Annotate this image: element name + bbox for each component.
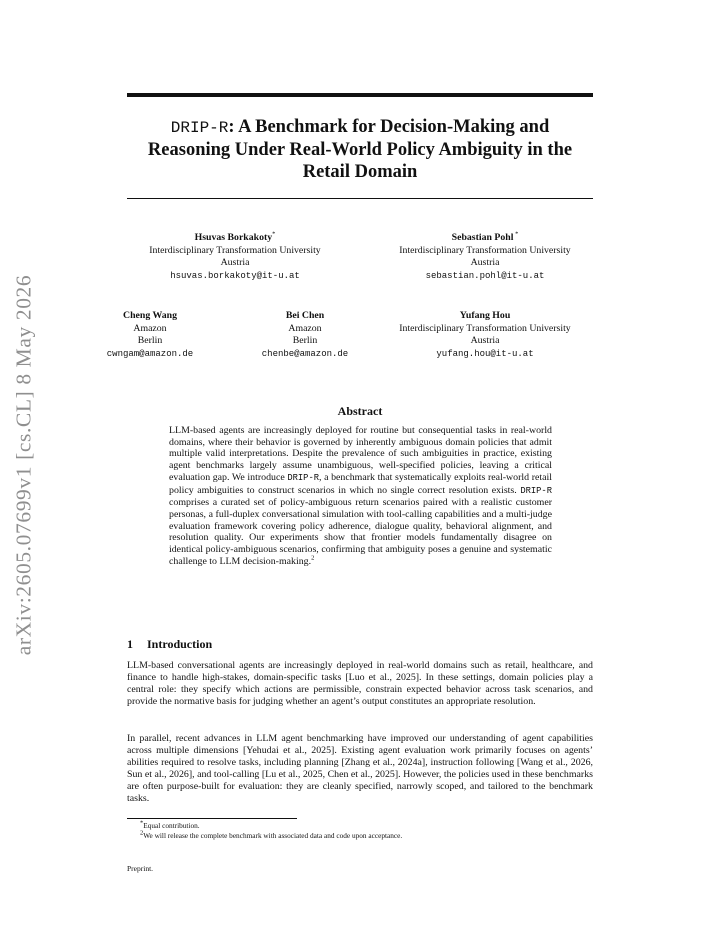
author-location: Austria xyxy=(470,335,500,347)
author-email[interactable]: cwngam@amazon.de xyxy=(106,348,194,359)
footnote-text: We will release the complete benchmark with associated data and code upon acceptance. xyxy=(143,831,403,840)
author-name: Yufang Hou xyxy=(459,310,511,321)
title-line-1: : A Benchmark for Decision-Making and xyxy=(228,117,550,137)
author-affiliation: Amazon xyxy=(133,322,167,334)
title-line-3: Retail Domain xyxy=(302,162,418,182)
abstract-heading: Abstract xyxy=(337,404,383,418)
author-email[interactable]: sebastian.pohl@it-u.at xyxy=(425,270,545,281)
abstract-text: LLM-based agents are increasingly deployed for routine but consequential tasks in real-world domains, where their behavior is governed by inherently ambiguous domain policies that admit multiple valid interpretations. Despite the prevalence of such ambiguities in practice, existing agent benchmarks largely assume unambiguous, well-specified policies, leaving a critical evaluation gap. We introduce xyxy=(169,425,552,483)
preprint-label: Preprint. xyxy=(127,864,154,873)
author-card xyxy=(125,232,345,282)
intro-paragraph: In parallel, recent advances in LLM agent benchmarking have improved our understanding of agent capabilities across multiple dimensions [Yehudai et al., 2025]. Existing agent evaluation work primarily focuses on agents’ abilities required to resolve tasks, including planning [Zhang et al., 2024a], instruction following [Wang et al., 2026, Sun et al., 2026], and tool-calling [Lu et al., 2025, Chen et al., 2025]. However, the policies used in these benchmarks are often purpose-built for evaluation: they are cleanly specified, narrowly scoped, and tailored to the benchmark tasks. xyxy=(127,733,593,804)
footnote-rule xyxy=(127,818,297,819)
footnote-mark: 2 xyxy=(140,829,144,837)
abstract-text: , a benchmark that systematically exploits real-world retail policy ambiguities to construct scenarios in which no single correct resolution exists. xyxy=(169,471,552,496)
footnote-mark: * xyxy=(140,819,144,827)
author-name: Hsuvas Borkakoty xyxy=(194,232,273,243)
benchmark-name: DRIP-R xyxy=(287,472,320,483)
arxiv-identifier-text: arXiv:2605.07699v1 [cs.CL] 8 May 2026 xyxy=(11,274,36,656)
footnote xyxy=(140,831,402,841)
author-affiliation: Amazon xyxy=(288,322,322,334)
author-affiliation: Interdisciplinary Transformation University xyxy=(149,244,321,256)
intro-paragraph: LLM-based conversational agents are increasingly deployed in real-world domains such as retail, healthcare, and finance to handle high-stakes, domain-specific tasks [Luo et al., 2025]. In these settings, domain policies play a central role: they specify which actions are permissible, constrain expected behavior across task scenarios, and provide the normative basis for judging whether an agent’s output constitutes an appropriate resolution. xyxy=(127,660,593,707)
author-card xyxy=(245,310,365,360)
author-email[interactable]: yufang.hou@it-u.at xyxy=(436,348,534,359)
title-top-rule xyxy=(127,93,593,97)
footnote-reference[interactable]: 2 xyxy=(311,554,315,562)
author-affiliation: Interdisciplinary Transformation University xyxy=(399,244,571,256)
paper-title xyxy=(120,116,600,183)
author-location: Berlin xyxy=(292,335,318,347)
author-name: Bei Chen xyxy=(285,310,325,321)
abstract-text: comprises a curated set of policy-ambiguous return scenarios paired with a realistic customer personas, a full-duplex conversational simulation with tool-calling capabilities and a multi-judge evaluation framework covering policy adherence, dialogue quality, behavioral alignment, and resolution quality. Our experiments show that frontier models fundamentally disagree on identical policy-ambiguous scenarios, confirming that ambiguity poses a genuine and systematic challenge to LLM decision-making. xyxy=(169,497,552,567)
author-email[interactable]: chenbe@amazon.de xyxy=(261,348,349,359)
author-email[interactable]: hsuvas.borkakoty@it-u.at xyxy=(170,270,300,281)
equal-contribution-mark: * xyxy=(513,230,519,238)
title-bottom-rule xyxy=(127,198,593,199)
footnote-text: Equal contribution. xyxy=(143,821,200,830)
abstract-body xyxy=(169,425,552,567)
title-line-2: Reasoning Under Real-World Policy Ambiguity in the xyxy=(147,140,573,160)
author-name: Cheng Wang xyxy=(123,310,177,321)
benchmark-name: DRIP-R xyxy=(520,485,552,496)
author-card xyxy=(370,232,600,282)
footnotes xyxy=(140,821,402,841)
author-affiliation: Interdisciplinary Transformation University xyxy=(399,322,571,334)
author-name: Sebastian Pohl xyxy=(451,232,514,243)
author-location: Austria xyxy=(220,257,250,269)
section-title: Introduction xyxy=(147,637,213,651)
author-location: Austria xyxy=(470,257,500,269)
author-location: Berlin xyxy=(137,335,163,347)
title-benchmark-name: DRIP-R xyxy=(170,119,229,137)
equal-contribution-mark: * xyxy=(272,230,276,238)
author-card xyxy=(80,310,220,360)
section-number: 1 xyxy=(127,637,133,651)
section-heading xyxy=(127,637,212,652)
footnote xyxy=(140,821,402,831)
author-card xyxy=(370,310,600,360)
